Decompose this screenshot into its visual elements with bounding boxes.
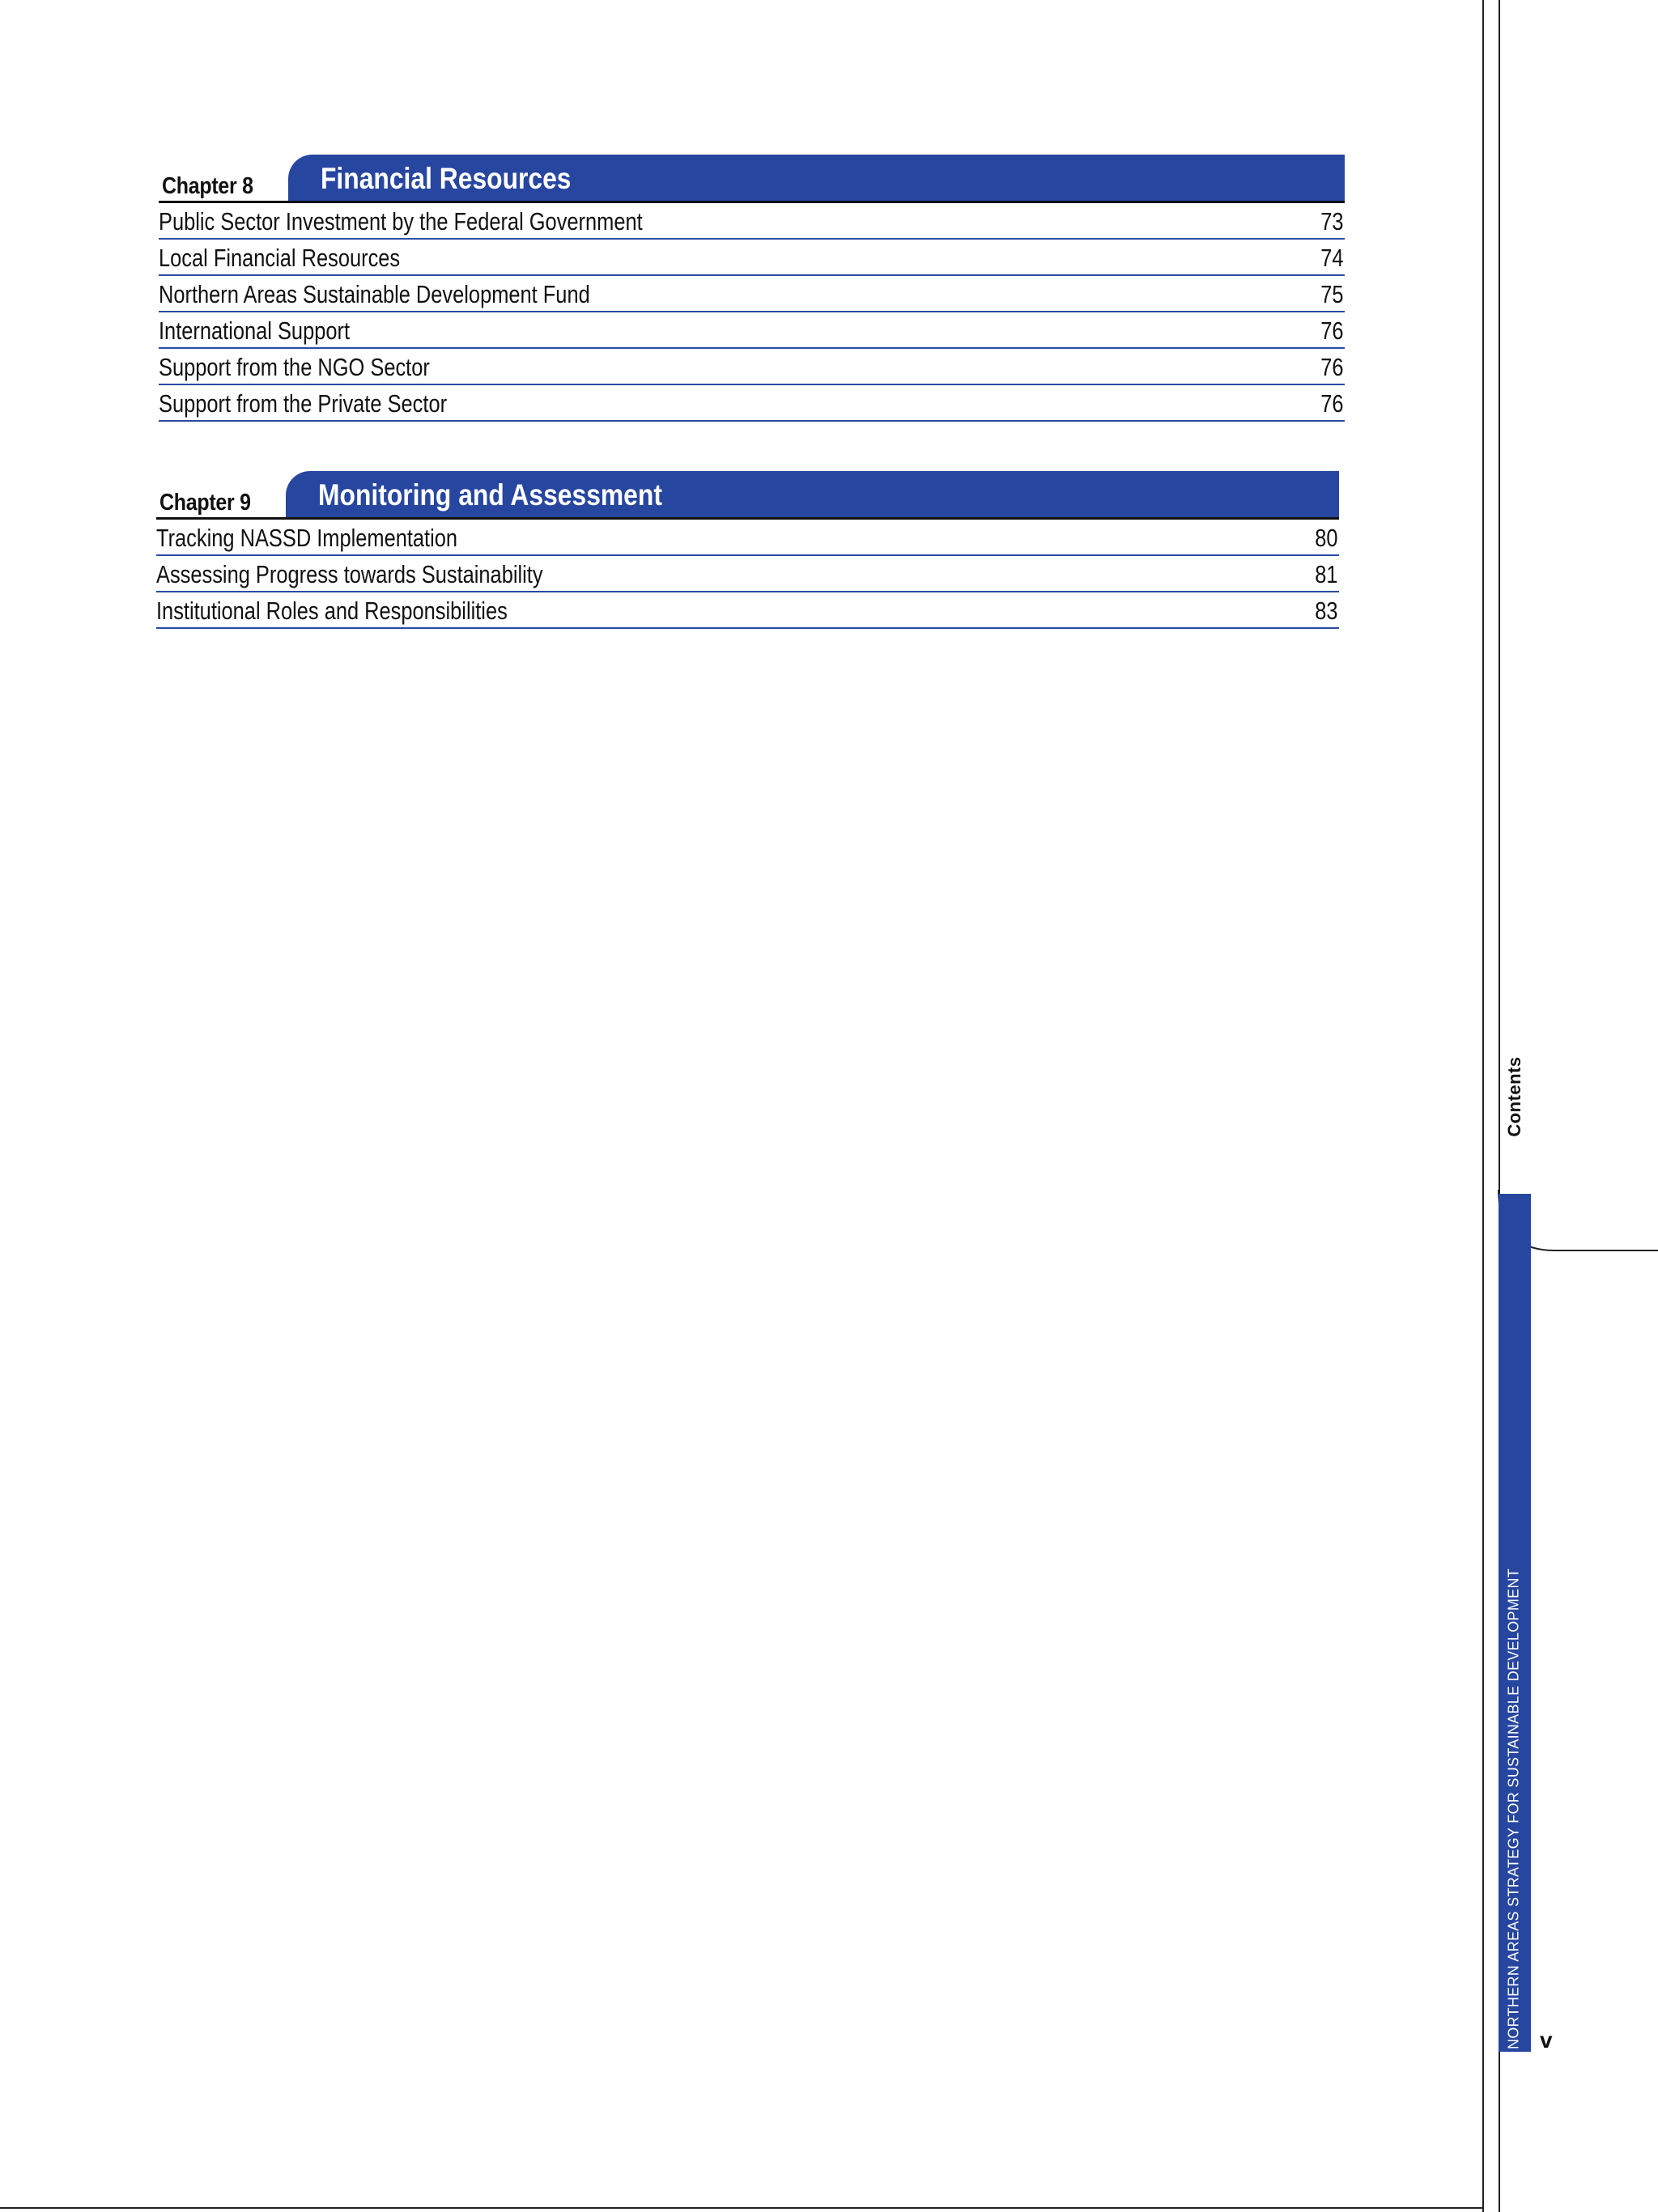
toc-entry xyxy=(159,385,1345,422)
toc-entry xyxy=(156,520,1339,556)
toc-entry-page: 74 xyxy=(1320,244,1343,272)
page-number: v xyxy=(1540,2027,1553,2053)
toc-entry-title: Institutional Roles and Responsibilities xyxy=(156,597,508,625)
toc-entry-page: 81 xyxy=(1314,560,1337,588)
chapter-9 xyxy=(156,471,1339,629)
toc-entry-page: 76 xyxy=(1320,316,1343,345)
toc-entry-page: 75 xyxy=(1320,280,1343,308)
toc-entry xyxy=(156,556,1339,592)
toc-entry-list xyxy=(156,520,1339,629)
toc-entry xyxy=(159,349,1345,385)
margin-line-outer xyxy=(1482,0,1484,2212)
toc-entry xyxy=(159,312,1345,349)
toc-entry-title: Local Financial Resources xyxy=(159,244,401,272)
toc-entry-title: International Support xyxy=(159,316,351,345)
page-bottom-rule xyxy=(0,2207,1483,2209)
toc-entry-page: 80 xyxy=(1314,524,1337,552)
chapter-header xyxy=(159,155,1345,203)
chapter-header xyxy=(156,471,1339,520)
section-tab-label: Contents xyxy=(1504,1056,1524,1137)
toc-entry-title: Support from the NGO Sector xyxy=(159,353,430,381)
toc-entry xyxy=(159,276,1345,312)
chapter-label: Chapter 9 xyxy=(159,490,251,516)
chapter-title: Financial Resources xyxy=(321,162,572,195)
toc-entry-page: 73 xyxy=(1320,207,1343,236)
toc-entry-page: 76 xyxy=(1320,389,1343,418)
toc-entry-page: 76 xyxy=(1320,353,1343,381)
toc-entry-title: Public Sector Investment by the Federal Government xyxy=(159,207,643,236)
chapter-title: Monitoring and Assessment xyxy=(318,478,662,512)
toc-entry xyxy=(156,592,1339,629)
chapter-title-bar xyxy=(286,471,1339,517)
chapter-title-bar xyxy=(288,155,1345,201)
chapter-label: Chapter 8 xyxy=(162,173,253,199)
toc-entry-title: Northern Areas Sustainable Development Fund xyxy=(159,280,590,308)
publication-title: NORTHERN AREAS STRATEGY FOR SUSTAINABLE DEVELOPMENT xyxy=(1505,1568,1522,2050)
toc-entry-title: Assessing Progress towards Sustainability xyxy=(156,560,543,588)
toc-entry xyxy=(159,240,1345,276)
toc-entry-page: 83 xyxy=(1314,597,1337,625)
toc-entry-title: Tracking NASSD Implementation xyxy=(156,524,458,552)
toc-entry-title: Support from the Private Sector xyxy=(159,389,448,418)
toc-entry-list xyxy=(159,203,1345,422)
toc-entry xyxy=(159,203,1345,240)
chapter-8 xyxy=(159,155,1345,422)
